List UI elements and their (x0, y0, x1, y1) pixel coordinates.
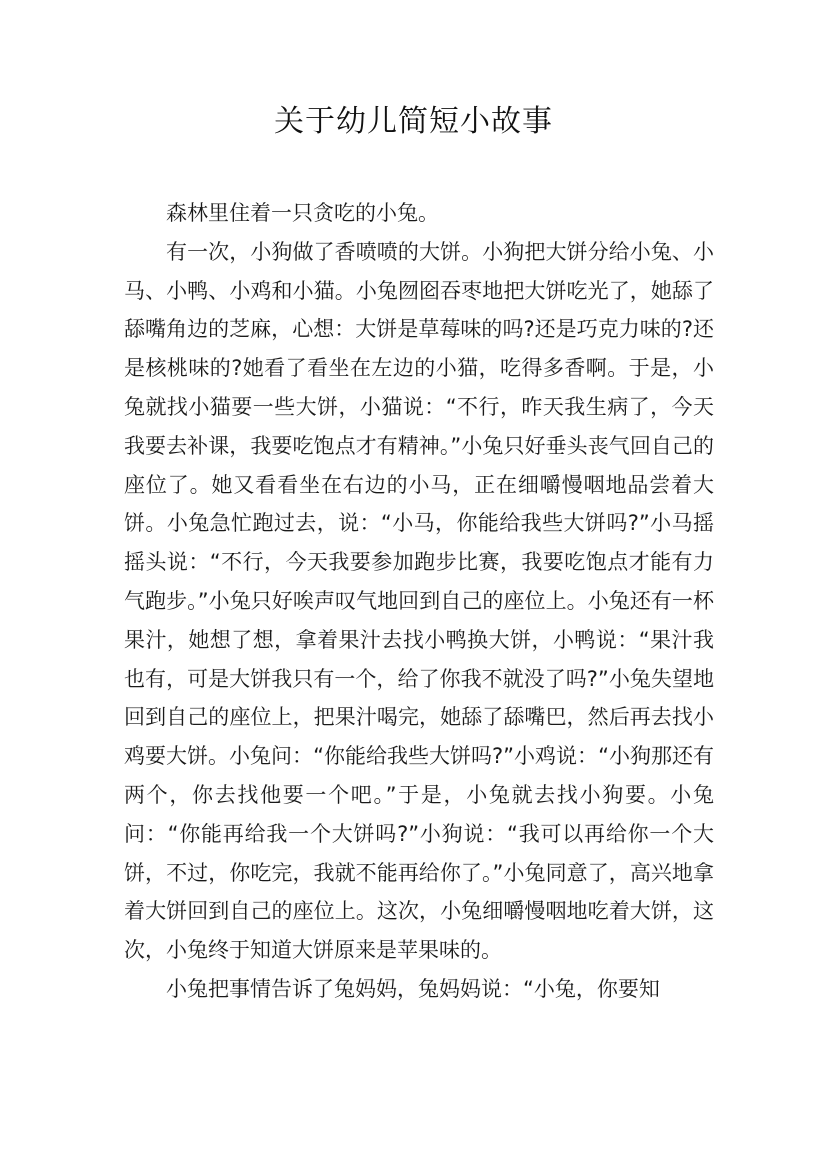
paragraph-1: 森林里住着一只贪吃的小兔。 (166, 201, 439, 225)
document-title: 关于幼儿简短小故事 (274, 104, 553, 139)
document-body (124, 194, 714, 1009)
paragraph-3: 小兔把事情告诉了兔妈妈，兔妈妈说：“小兔，你要知 (166, 976, 660, 1001)
paragraph-2: 有一次，小狗做了香喷喷的大饼。小狗把大饼分给小兔、小马、小鸭、小鸡和小猫。小兔囫囵吞枣地把大饼吃光了，她舔了舔嘴角边的芝麻，心想：大饼是草莓味的吗?还是巧克力味的?还是核桃味的?她看了看坐在左边的小猫，吃得多香啊。于是，小兔就找小猫要一些大饼，小猫说：“不行，昨天我生病了，今天我要去补课，我要吃饱点才有精神。”小兔只好垂头丧气回自己的座位了。她又看看坐在右边的小马，正在细嚼慢咽地品尝着大饼。小兔急忙跑过去，说：“小马，你能给我些大饼吗?”小马摇摇头说：“不行，今天我要参加跑步比赛，我要吃饱点才能有力气跑步。”小兔只好唉声叹气地回到自己的座位上。小兔还有一杯果汁，她想了想，拿着果汁去找小鸭换大饼，小鸭说：“果汁我也有，可是大饼我只有一个，给了你我不就没了吗?”小兔失望地回到自己的座位上，把果汁喝完，她舔了舔嘴巴，然后再去找小鸡要大饼。小兔问：“你能给我些大饼吗?”小鸡说：“小狗那还有两个，你去找他要一个吧。”于是，小兔就去找小狗要。小兔问：“你能再给我一个大饼吗?”小狗说：“我可以再给你一个大饼，不过，你吃完，我就不能再给你了。”小兔同意了，高兴地拿着大饼回到自己的座位上。这次，小兔细嚼慢咽地吃着大饼，这次，小兔终于知道大饼原来是苹果味的。 (124, 239, 714, 963)
